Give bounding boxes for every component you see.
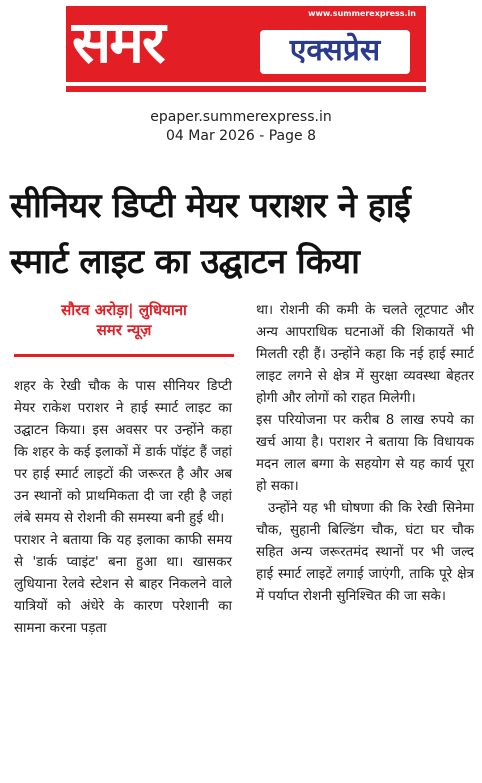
masthead-sub-box bbox=[260, 30, 410, 74]
edition-site: epaper.summerexpress.in bbox=[150, 109, 332, 125]
masthead-subtitle: एक्सप्रेस bbox=[289, 33, 381, 68]
masthead-logo bbox=[66, 6, 426, 92]
edition-date-page: 04 Mar 2026 - Page 8 bbox=[166, 128, 316, 144]
article-paragraph: उन्होंने यह भी घोषणा की कि रेखी सिनेमा चौक, सुहानी बिल्डिंग चौक, घंटा घर चौक सहित अन्य जरूरतमंद स्थानों पर भी जल्द हाई स्मार्ट लाइटें लगाई जाएंगी, ताकि पूरे क्षेत्र में पर्याप्त रोशनी सुनिश्चित की जा सके। bbox=[256, 501, 474, 604]
byline bbox=[14, 300, 234, 340]
byline-org: समर न्यूज़ bbox=[96, 321, 152, 339]
headline-line-2: स्मार्ट लाइट का उद्घाटन किया bbox=[10, 242, 360, 282]
masthead-stripe bbox=[66, 82, 426, 86]
article-column-left bbox=[14, 376, 232, 640]
article-column-right bbox=[256, 300, 474, 608]
headline-line-1: सीनियर डिप्टी मेयर पराशर ने हाई bbox=[10, 186, 411, 226]
byline-divider bbox=[14, 354, 234, 357]
article-paragraph: इस परियोजना पर करीब 8 लाख रुपये का खर्च आया है। पराशर ने बताया कि विधायक मदन लाल बग्गा के सहयोग से यह कार्य पूरा हो सका। bbox=[256, 413, 474, 494]
masthead-title: समर bbox=[72, 8, 164, 76]
article-paragraph: शहर के रेखी चौक के पास सीनियर डिप्टी मेयर राकेश पराशर ने हाई स्मार्ट लाइट का उद्घाटन किया। इस अवसर पर उन्होंने कहा कि शहर के कई इलाकों में डार्क पॉइंट हैं जहां पर हाई स्मार्ट लाइटों की जरूरत है और अब उन स्थानों को प्राथमिकता दी जा रही है जहां लंबे समय से रोशनी की समस्या बनी हुई थी। bbox=[14, 379, 232, 526]
byline-author: सौरव अरोड़ा| लुधियाना bbox=[61, 301, 187, 319]
article-headline bbox=[10, 178, 472, 290]
edition-info bbox=[0, 108, 482, 146]
article-paragraph: था। रोशनी की कमी के चलते लूटपाट और अन्य आपराधिक घटनाओं की शिकायतें भी मिलती रही हैं। उन्होंने कहा कि नई हाई स्मार्ट लाइट लगने से क्षेत्र में सुरक्षा व्यवस्था बेहतर होगी और लोगों को राहत मिलेगी। bbox=[256, 303, 474, 406]
masthead-url: www.summerexpress.in bbox=[308, 9, 416, 18]
article-paragraph: पराशर ने बताया कि यह इलाका काफी समय से 'डार्क प्वाइंट' बना हुआ था। खासकर लुधियाना रेलवे स्टेशन से बाहर निकलने वाले यात्रियों को अंधेरे के कारण परेशानी का सामना करना पड़ता bbox=[14, 533, 232, 636]
